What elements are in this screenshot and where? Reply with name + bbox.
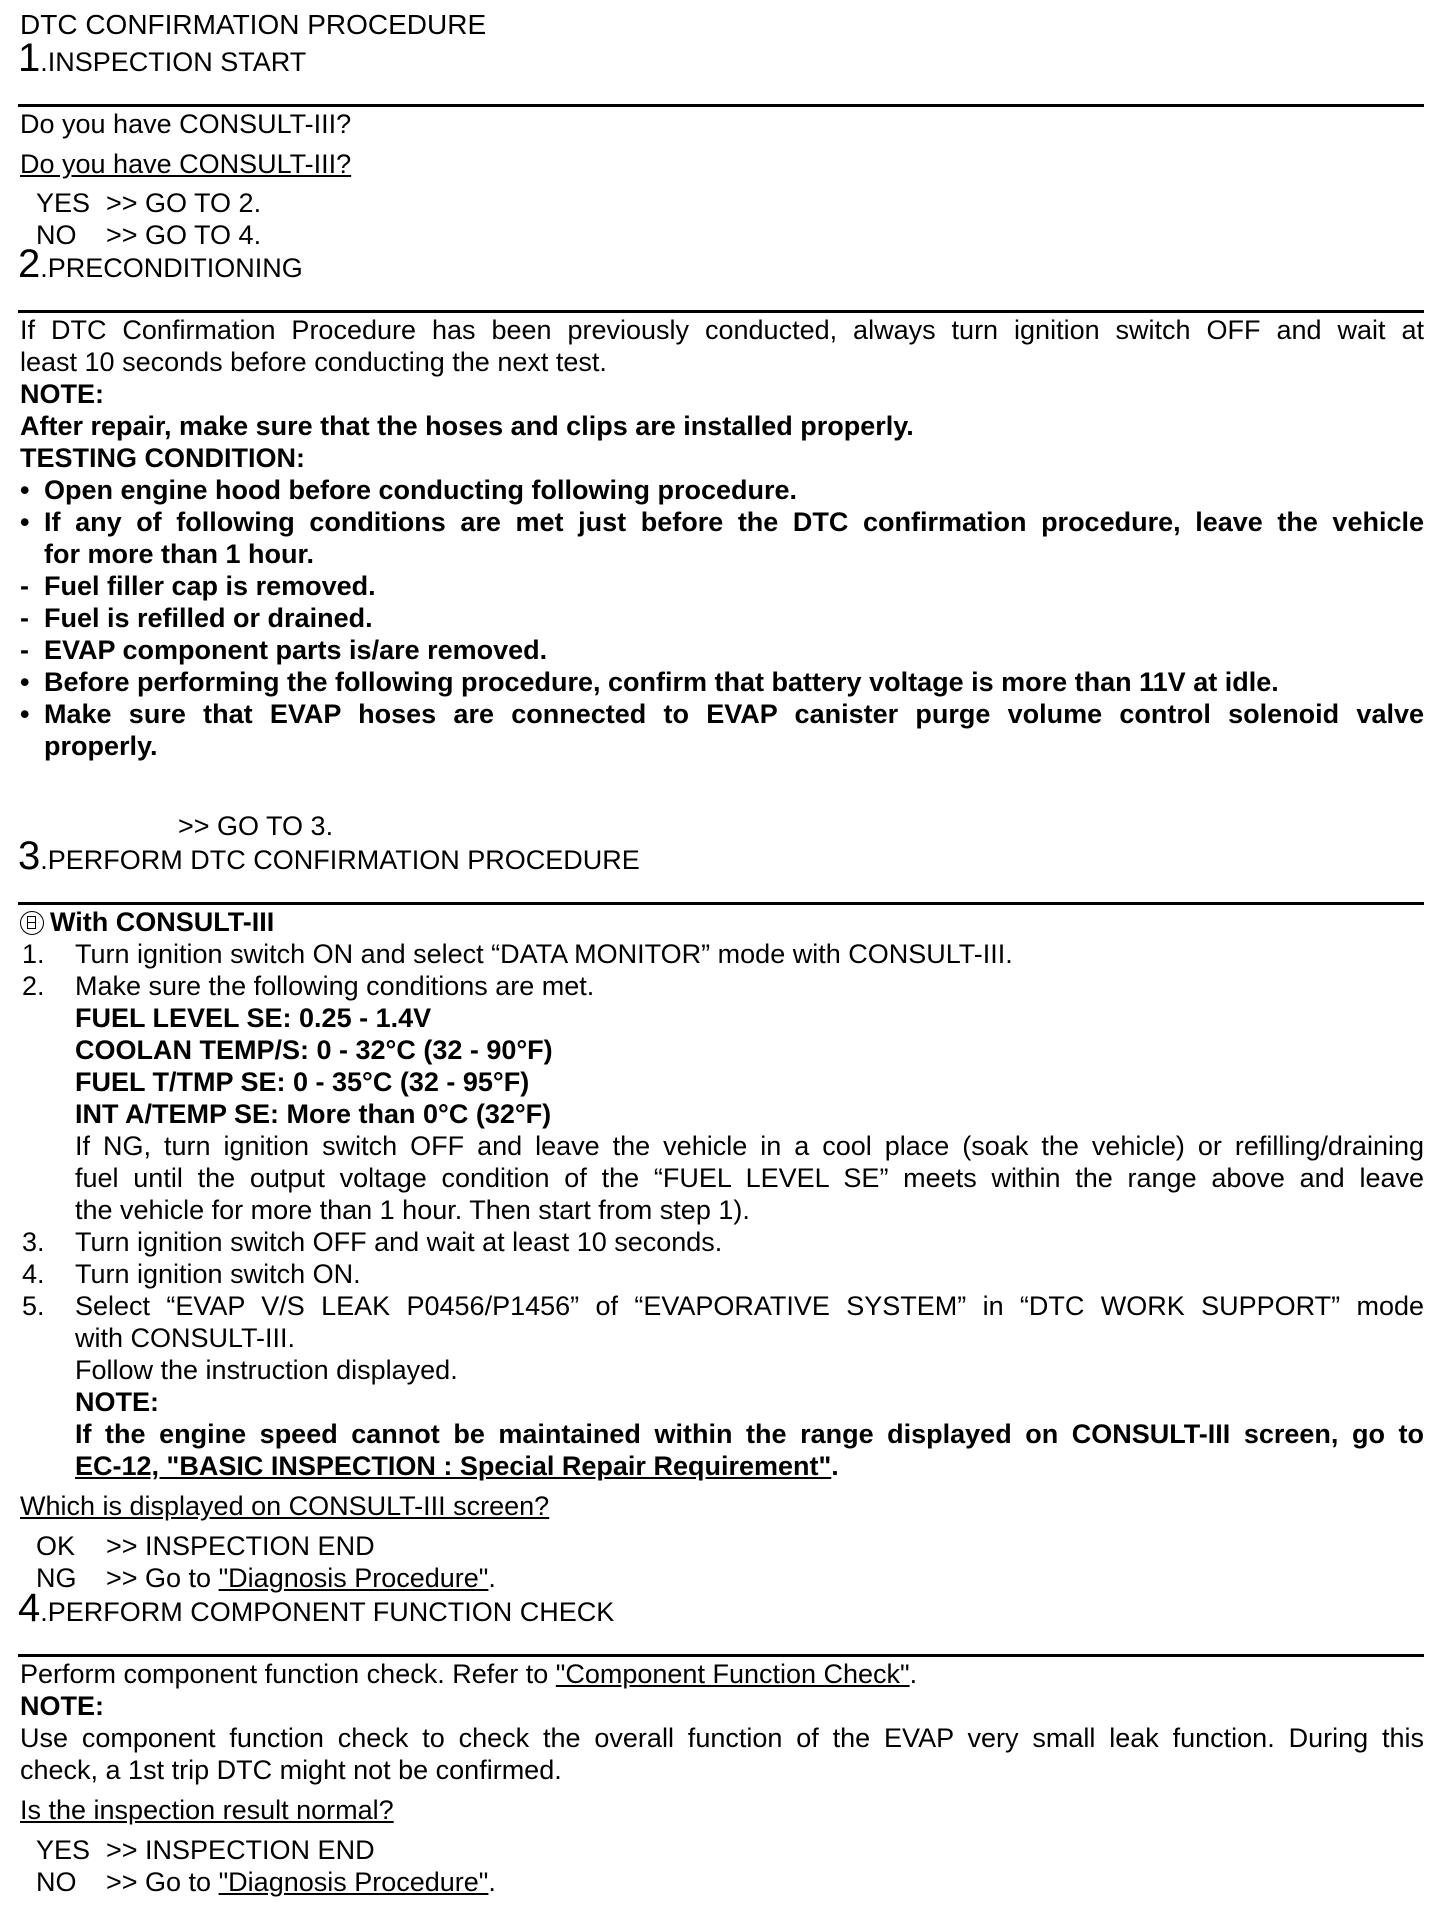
list-number: 4.: [22, 1259, 45, 1289]
answer-key: YES: [36, 188, 91, 218]
answer-no: NO >> Go to "Diagnosis Procedure".: [36, 1867, 496, 1897]
follow-instruction: Follow the instruction displayed.: [75, 1355, 458, 1385]
ng-instruction-line-3: the vehicle for more than 1 hour. Then start from step 1).: [75, 1195, 750, 1225]
list-item: Turn ignition switch ON.: [75, 1259, 361, 1289]
note-text-continued: EC-12, "BASIC INSPECTION : Special Repair Requirement".: [75, 1451, 839, 1481]
condition-fuel-tank-temp: FUEL T/TMP SE: 0 - 35°C (32 - 95°F): [75, 1067, 530, 1097]
divider: [18, 1654, 1424, 1657]
list-item: Turn ignition switch OFF and wait at least 10 seconds.: [75, 1227, 723, 1257]
divider: [18, 310, 1424, 313]
dash-item: - Fuel is refilled or drained.: [20, 603, 373, 633]
answer-key: NO: [36, 1867, 77, 1897]
answer-ng: NG >> Go to "Diagnosis Procedure".: [36, 1563, 496, 1593]
step-title: .PERFORM DTC CONFIRMATION PROCEDURE: [40, 845, 640, 875]
answer-key: NO: [36, 220, 77, 250]
step-title: .INSPECTION START: [40, 47, 307, 77]
step-1-question: Do you have CONSULT-III?: [20, 149, 352, 179]
answer-text: >> INSPECTION END: [106, 1835, 375, 1865]
diagnosis-procedure-link[interactable]: "Diagnosis Procedure": [218, 1867, 489, 1897]
answer-text: >> GO TO 4.: [106, 220, 262, 250]
answer-key: YES: [36, 1835, 91, 1865]
bullet-item: • Make sure that EVAP hoses are connected to EVAP canister purge volume control solenoid valve: [20, 699, 1424, 729]
testing-condition-label: TESTING CONDITION:: [20, 443, 305, 473]
list-item: Make sure the following conditions are met.: [75, 971, 595, 1001]
with-consult-label: With CONSULT-III: [20, 906, 1424, 938]
step-1-text: Do you have CONSULT-III?: [20, 109, 352, 139]
condition-fuel-level: FUEL LEVEL SE: 0.25 - 1.4V: [75, 1003, 432, 1033]
ng-instruction-line-2: fuel until the output voltage condition of the “FUEL LEVEL SE” meets within the range above and leave: [75, 1163, 1424, 1193]
step-number: 2: [18, 242, 41, 286]
divider: [18, 104, 1424, 107]
note-label: NOTE:: [75, 1387, 159, 1417]
list-number: 2.: [22, 971, 45, 1001]
dash-item: - EVAP component parts is/are removed.: [20, 635, 548, 665]
diagnosis-procedure-link[interactable]: "Diagnosis Procedure": [218, 1563, 489, 1593]
step-4-text: Perform component function check. Refer to "Component Function Check".: [20, 1659, 918, 1689]
component-function-check-link[interactable]: "Component Function Check": [555, 1659, 910, 1689]
step-number: 3: [18, 834, 41, 878]
list-number: 3.: [22, 1227, 45, 1257]
step-3-question: Which is displayed on CONSULT-III screen?: [20, 1491, 550, 1521]
step-4-heading: [18, 1588, 614, 1628]
precondition-text-line-1: If DTC Confirmation Procedure has been previously conducted, always turn ignition switch OFF and wait at: [20, 315, 1424, 345]
list-item: Turn ignition switch ON and select “DATA MONITOR” mode with CONSULT-III.: [75, 939, 1013, 969]
bullet-item-continued: for more than 1 hour.: [44, 539, 315, 569]
divider: [18, 902, 1424, 905]
step-title: .PERFORM COMPONENT FUNCTION CHECK: [40, 1597, 615, 1627]
note-text-continued: check, a 1st trip DTC might not be confirmed.: [20, 1755, 562, 1785]
answer-yes: [36, 187, 1424, 219]
answer-yes: [36, 1834, 1424, 1866]
bullet-item: • If any of following conditions are met just before the DTC confirmation procedure, leave the vehicle: [20, 507, 1424, 537]
condition-coolant-temp: COOLAN TEMP/S: 0 - 32°C (32 - 90°F): [75, 1035, 553, 1065]
bullet-item-continued: properly.: [44, 731, 158, 761]
ng-instruction-line-1: If NG, turn ignition switch OFF and leave the vehicle in a cool place (soak the vehicle) or refilling/draining: [75, 1131, 1424, 1161]
consult-icon: [20, 911, 44, 935]
note-label: NOTE:: [20, 1691, 104, 1721]
answer-text: >> GO TO 2.: [106, 188, 262, 218]
bullet-item: • Before performing the following procedure, confirm that battery voltage is more than 11V at idle.: [20, 667, 1279, 697]
list-number: 5.: [22, 1291, 45, 1321]
dash-item: - Fuel filler cap is removed.: [20, 571, 376, 601]
note-text: After repair, make sure that the hoses and clips are installed properly.: [20, 411, 914, 441]
answer-key: OK: [36, 1531, 76, 1561]
answer-text: >> INSPECTION END: [106, 1531, 375, 1561]
note-label: NOTE:: [20, 379, 104, 409]
precondition-text-line-2: least 10 seconds before conducting the next test.: [20, 347, 607, 377]
list-item-continued: with CONSULT-III.: [75, 1323, 296, 1353]
step-3-heading: [18, 836, 640, 876]
step-1-heading: [18, 38, 306, 78]
answer-key: NG: [36, 1563, 77, 1593]
note-text: If the engine speed cannot be maintained within the range displayed on CONSULT-III screen, go to: [75, 1419, 1424, 1449]
answer-ok: [36, 1530, 1424, 1562]
goto-step-3: >> GO TO 3.: [178, 811, 334, 841]
page-title: DTC CONFIRMATION PROCEDURE: [20, 9, 487, 40]
list-item: Select “EVAP V/S LEAK P0456/P1456” of “EVAPORATIVE SYSTEM” in “DTC WORK SUPPORT” mode: [75, 1291, 1424, 1321]
step-number: 1: [18, 36, 41, 80]
list-number: 1.: [22, 939, 45, 969]
step-number: 4: [18, 1586, 41, 1630]
step-title: .PRECONDITIONING: [40, 253, 303, 283]
step-2-heading: [18, 244, 303, 284]
step-4-question: Is the inspection result normal?: [20, 1795, 394, 1825]
bullet-item: • Open engine hood before conducting following procedure.: [20, 475, 797, 505]
basic-inspection-link[interactable]: EC-12, "BASIC INSPECTION : Special Repair Requirement": [75, 1451, 832, 1481]
note-text: Use component function check to check the overall function of the EVAP very small leak function. During this: [20, 1723, 1424, 1753]
condition-intake-air-temp: INT A/TEMP SE: More than 0°C (32°F): [75, 1099, 552, 1129]
